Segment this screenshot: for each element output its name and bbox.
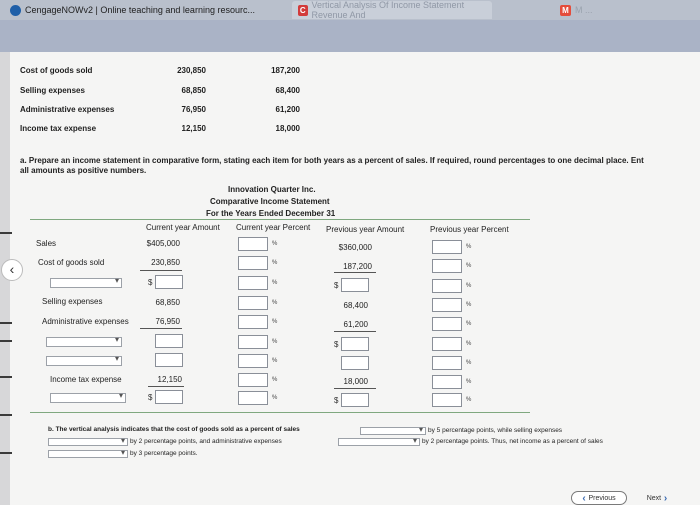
statement-period: For the Years Ended December 31 [206, 209, 336, 218]
percent-sign: % [272, 300, 278, 306]
selling-current-amount: 68,850 [155, 298, 180, 307]
given-current: 68,850 [181, 86, 206, 95]
rail-marker [0, 452, 12, 454]
underline [334, 388, 376, 389]
divider [30, 219, 530, 220]
rail-marker [0, 376, 12, 378]
given-previous: 18,000 [275, 124, 300, 133]
chevron-left-icon: ‹ [582, 492, 589, 504]
instructions-b-part2: by 5 percentage points, while selling expenses [428, 427, 563, 434]
gross-profit-select[interactable] [50, 278, 122, 288]
percent-sign: % [466, 379, 472, 385]
next-label: Next [646, 494, 662, 502]
chegg-icon: C [299, 5, 306, 15]
tab-label: CengageNOWv2 | Online teaching and learning resourc... [25, 5, 255, 15]
percent-sign: % [466, 321, 472, 327]
given-previous: 187,200 [271, 66, 300, 75]
percent-sign: % [272, 260, 278, 266]
percent-sign: % [466, 302, 472, 308]
selling-previous-amount: 68,400 [343, 301, 368, 310]
dollar-sign: $ [148, 278, 153, 287]
cogs-current-percent-input[interactable] [238, 256, 268, 270]
income-before-tax-previous-amount-input[interactable] [341, 356, 369, 370]
instructions-a-line1: a. Prepare an income statement in comparative form, stating each item for both years as a percent of sales. If required, round percentages to one decimal place. Ent [20, 156, 644, 165]
percent-sign: % [466, 360, 472, 366]
total-expenses-previous-amount-input[interactable] [341, 337, 369, 351]
given-previous: 61,200 [275, 105, 300, 114]
given-label: Cost of goods sold [20, 66, 93, 75]
percent-sign: % [272, 358, 278, 364]
percent-sign: % [272, 377, 278, 383]
admin-current-amount: 76,950 [155, 317, 180, 326]
admin-previous-amount: 61,200 [343, 320, 368, 329]
col-current-percent: Current year Percent [236, 223, 311, 232]
given-current: 230,850 [177, 66, 206, 75]
net-income-change-select[interactable] [48, 450, 128, 458]
sales-current-amount: $405,000 [146, 239, 180, 248]
percent-sign: % [272, 241, 278, 247]
sales-previous-percent-input[interactable] [432, 240, 462, 254]
statement-title: Comparative Income Statement [210, 197, 330, 206]
mail-icon: M [560, 5, 571, 16]
admin-change-select[interactable] [338, 438, 420, 446]
selling-change-select[interactable] [48, 438, 128, 446]
instructions-b-part5: by 3 percentage points. [130, 450, 198, 457]
income-before-tax-current-percent-input[interactable] [238, 354, 268, 368]
chevron-right-icon: › [661, 492, 668, 504]
dollar-sign: $ [334, 340, 339, 349]
rail-marker [0, 340, 12, 342]
given-label: Administrative expenses [20, 105, 115, 114]
tax-previous-percent-input[interactable] [432, 375, 462, 389]
tab-label: Vertical Analysis Of Income Statement Revenue And [311, 0, 465, 20]
selling-previous-percent-input[interactable] [432, 298, 462, 312]
given-previous: 68,400 [275, 86, 300, 95]
percent-sign: % [466, 341, 472, 347]
rail-marker [0, 414, 12, 416]
instructions-b-part1: b. The vertical analysis indicates that the cost of goods sold as a percent of sales [48, 426, 300, 433]
tab-label: M ... [575, 5, 593, 15]
selling-current-percent-input[interactable] [238, 296, 268, 310]
previous-button[interactable] [571, 491, 627, 505]
net-income-select[interactable] [50, 393, 126, 403]
net-income-current-amount-input[interactable] [155, 390, 183, 404]
chevron-left-icon[interactable]: ‹ [1, 259, 23, 281]
gross-profit-previous-percent-input[interactable] [432, 279, 462, 293]
col-current-amount: Current year Amount [146, 223, 220, 232]
total-expenses-current-amount-input[interactable] [155, 334, 183, 348]
given-label: Income tax expense [20, 124, 97, 133]
percent-sign: % [272, 395, 278, 401]
underline [334, 272, 376, 273]
col-previous-percent: Previous year Percent [430, 225, 509, 234]
total-expenses-current-percent-input[interactable] [238, 335, 268, 349]
percent-sign: % [466, 263, 472, 269]
total-expenses-previous-percent-input[interactable] [432, 337, 462, 351]
tab-mail[interactable] [560, 1, 700, 19]
gross-profit-current-amount-input[interactable] [155, 275, 183, 289]
percent-sign: % [466, 397, 472, 403]
tax-previous-amount: 18,000 [343, 377, 368, 386]
percent-sign: % [466, 283, 472, 289]
sales-previous-amount: $360,000 [338, 243, 372, 252]
cogs-previous-amount: 187,200 [343, 262, 372, 271]
cogs-previous-percent-input[interactable] [432, 259, 462, 273]
browser-tab-bar [0, 0, 700, 20]
net-income-previous-percent-input[interactable] [432, 393, 462, 407]
dollar-sign: $ [334, 396, 339, 405]
dollar-sign: $ [334, 281, 339, 290]
sales-current-percent-input[interactable] [238, 237, 268, 251]
row-label-admin: Administrative expenses [42, 317, 129, 326]
percent-sign: % [466, 244, 472, 250]
tab-vertical-analysis[interactable] [292, 1, 492, 19]
instructions-b-part3: by 2 percentage points, and administrative expenses [130, 438, 282, 445]
row-label-selling: Selling expenses [42, 297, 103, 306]
percent-sign: % [272, 319, 278, 325]
previous-label: Previous [588, 494, 616, 502]
row-label-tax: Income tax expense [50, 375, 122, 384]
underline [334, 331, 376, 332]
underline [140, 270, 182, 271]
total-expenses-select[interactable] [46, 337, 122, 347]
cogs-current-amount: 230,850 [151, 258, 180, 267]
col-previous-amount: Previous year Amount [326, 225, 405, 234]
income-before-tax-select[interactable] [46, 356, 122, 366]
tax-current-percent-input[interactable] [238, 373, 268, 387]
cengage-icon [10, 5, 21, 16]
given-current: 12,150 [181, 124, 206, 133]
percent-sign: % [272, 280, 278, 286]
row-label-sales: Sales [36, 239, 57, 248]
given-label: Selling expenses [20, 86, 85, 95]
underline [140, 328, 182, 329]
dollar-sign: $ [148, 393, 153, 402]
instructions-a-line2: all amounts as positive numbers. [20, 166, 147, 175]
cogs-change-select[interactable] [360, 427, 426, 435]
gross-profit-previous-amount-input[interactable] [341, 278, 369, 292]
admin-previous-percent-input[interactable] [432, 317, 462, 331]
company-name: Innovation Quarter Inc. [228, 185, 316, 194]
rail-marker [0, 232, 12, 234]
net-income-current-percent-input[interactable] [238, 391, 268, 405]
next-button[interactable] [638, 491, 676, 505]
admin-current-percent-input[interactable] [238, 315, 268, 329]
given-current: 76,950 [181, 105, 206, 114]
instructions-b-part4: by 2 percentage points. Thus, net income as a percent of sales [422, 438, 603, 445]
income-before-tax-current-amount-input[interactable] [155, 353, 183, 367]
percent-sign: % [272, 339, 278, 345]
tab-cengage[interactable] [10, 1, 280, 19]
row-label-cogs: Cost of goods sold [38, 258, 105, 267]
income-before-tax-previous-percent-input[interactable] [432, 356, 462, 370]
rail-marker [0, 322, 12, 324]
divider [30, 412, 530, 413]
gross-profit-current-percent-input[interactable] [238, 276, 268, 290]
browser-toolbar [0, 20, 700, 52]
net-income-previous-amount-input[interactable] [341, 393, 369, 407]
underline [148, 386, 184, 387]
tax-current-amount: 12,150 [157, 375, 182, 384]
